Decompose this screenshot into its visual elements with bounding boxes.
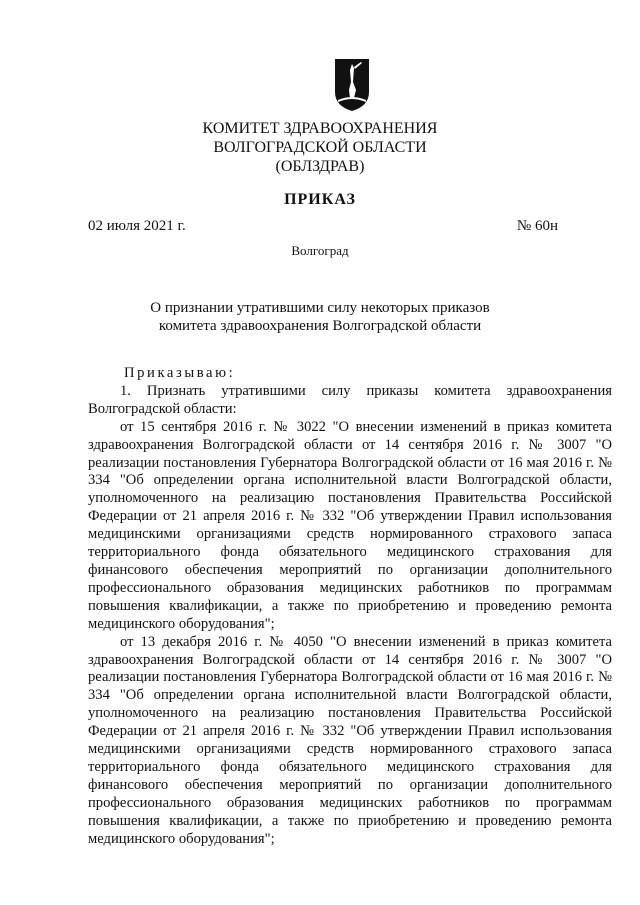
document-city: Волгоград [291, 243, 349, 258]
org-name-line: КОМИТЕТ ЗДРАВООХРАНЕНИЯ [202, 120, 438, 137]
subject-line: комитета здравоохранения Волгоградской области [158, 318, 482, 334]
subject-line: О признании утратившими силу некоторых приказов [150, 300, 490, 316]
repealed-order-item: от 15 сентября 2016 г. № 3022 "О внесении изменений в приказ комитета здравоохранения Волгоградской области от 14 сентября 2016 г. № 3007 "О реализации постановления Губернатора Волгоградской области от 16 мая 2016 г. № 334 "Об определении органа исполнительной власти Волгоградской области, уполномоченного на реализацию постановления Правительства Российской Федерации от 21 апреля 2016 г. № 332 "Об утверждении Правил использования медицинскими организациями средств нормированного страхового запаса территориального фонда обязательного медицинского страхования для финансового обеспечения мероприятий по организации дополнительного профессионального образования медицинских работников по программам повышения квалификации, а также по приобретению и проведению ремонта медицинского оборудования"; [88, 418, 612, 632]
document-subject [0, 299, 640, 335]
document-body [88, 365, 612, 848]
coat-of-arms-emblem [334, 58, 370, 112]
organization-title [0, 119, 640, 176]
org-region-line: ВОЛГОГРАДСКОЙ ОБЛАСТИ [213, 139, 427, 156]
clause-paragraph: 1. Признать утратившими силу приказы комитета здравоохранения Волгоградской области: [88, 382, 612, 417]
document-type-heading: ПРИКАЗ [284, 191, 356, 208]
document-number: № 60н [516, 218, 558, 234]
document-date: 02 июля 2021 г. [88, 218, 186, 234]
org-abbreviation: (ОБЛЗДРАВ) [275, 158, 365, 175]
order-lead-phrase: Приказываю: [124, 365, 236, 381]
repealed-order-item: от 13 декабря 2016 г. № 4050 "О внесении изменений в приказ комитета здравоохранения Волгоградской области от 14 сентября 2016 г. № 3007 "О реализации постановления Губернатора Волгоградской области от 16 мая 2016 г. № 334 "Об определении органа исполнительной власти Волгоградской области, уполномоченного на реализацию постановления Правительства Российской Федерации от 21 апреля 2016 г. № 332 "Об утверждении Правил использования медицинскими организациями средств нормированного страхового запаса территориального фонда обязательного медицинского страхования для финансового обеспечения мероприятий по организации дополнительного профессионального образования медицинских работников по программам повышения квалификации, а также по приобретению и проведению ремонта медицинского оборудования"; [88, 633, 612, 847]
